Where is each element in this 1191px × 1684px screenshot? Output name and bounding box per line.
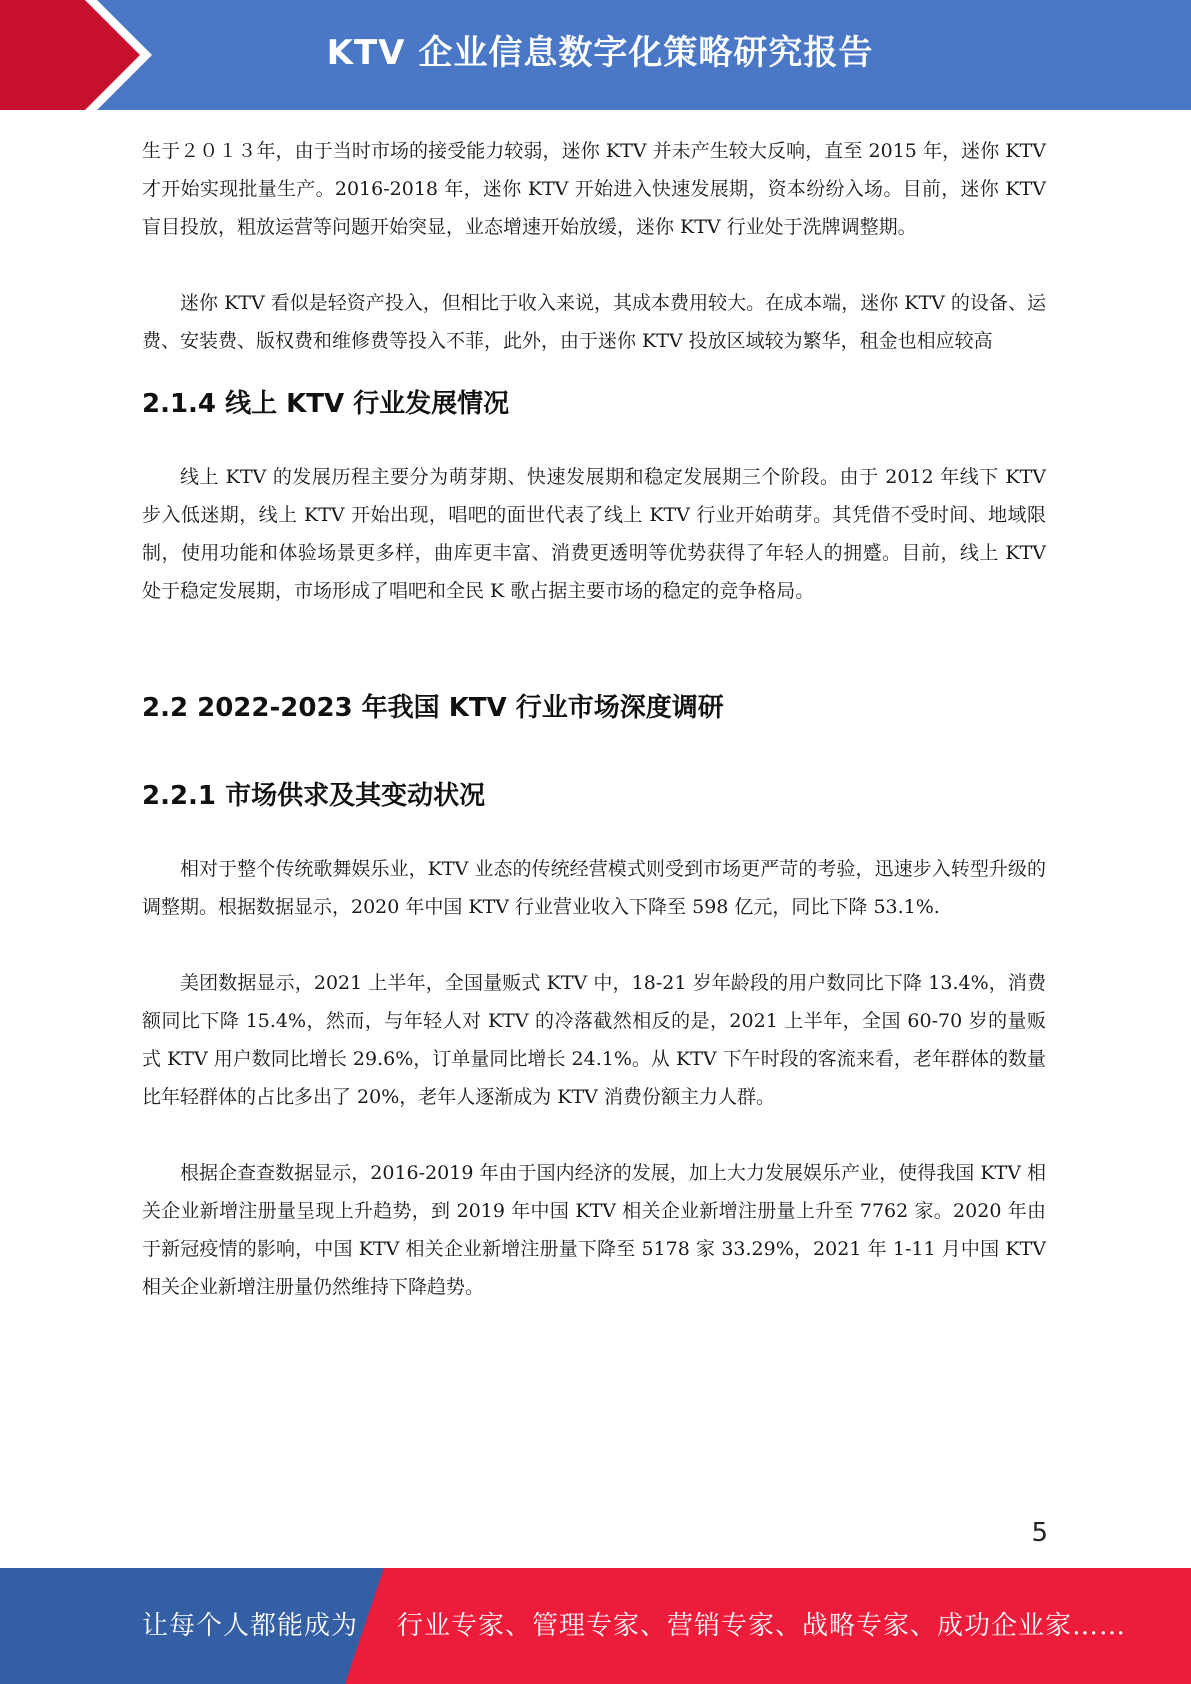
section-heading-2-2-1: 2.2.1 市场供求及其变动状况 — [142, 781, 486, 811]
page-content — [142, 132, 1046, 1306]
section-heading-2-2: 2.2 2022-2023 年我国 KTV 行业市场深度调研 — [142, 693, 724, 723]
footer-slogan-left: 让每个人都能成为 — [142, 1611, 359, 1641]
report-title: KTV 企业信息数字化策略研究报告 — [326, 33, 874, 73]
paragraph-meituan-data: 美团数据显示，2021 上半年，全国量贩式 KTV 中，18-21 岁年龄段的用户数同比下降 13.4%，消费额同比下降 15.4%，然而，与年轻人对 KTV 的冷落截然相反的是，2021 上半年，全国 60-70 岁的量贩式 KTV 用户数同比增长 29.6%，订单量同比增长 24.1%。从 KTV 下午时段的客流来看，老年群体的数量比年轻群体的占比多出了 20%，老年人逐渐成为 KTV 消费份额主力人群。 — [142, 972, 1046, 1108]
section-heading-2-1-4: 2.1.4 线上 KTV 行业发展情况 — [142, 389, 510, 419]
page-header — [0, 0, 1191, 110]
paragraph-mini-ktv-history: 生于２０１３年，由于当时市场的接受能力较弱，迷你 KTV 并未产生较大反响，直至 2015 年，迷你 KTV 才开始实现批量生产。2016-2018 年，迷你 KTV 开始进入快速发展期，资本纷纷入场。目前，迷你 KTV 盲目投放，粗放运营等问题开始突显，业态增速开始放缓，迷你 KTV 行业处于洗牌调整期。 — [142, 140, 1046, 238]
paragraph-qichacha-data: 根据企查查数据显示，2016-2019 年由于国内经济的发展，加上大力发展娱乐产业，使得我国 KTV 相关企业新增注册量呈现上升趋势，到 2019 年中国 KTV 相关企业新增注册量上升至 7762 家。2020 年由于新冠疫情的影响，中国 KTV 相关企业新增注册量下降至 5178 家 33.29%，2021 年 1-11 月中国 KTV 相关企业新增注册量仍然维持下降趋势。 — [142, 1162, 1046, 1298]
paragraph-mini-ktv-cost: 迷你 KTV 看似是轻资产投入，但相比于收入来说，其成本费用较大。在成本端，迷你 KTV 的设备、运费、安装费、版权费和维修费等投入不菲，此外，由于迷你 KTV 投放区域较为繁华，租金也相应较高 — [142, 292, 1046, 352]
page-number: 5 — [1031, 1518, 1048, 1548]
page-footer — [0, 1568, 1191, 1684]
footer-slogan-right: 行业专家、管理专家、营销专家、战略专家、成功企业家…… — [397, 1611, 1127, 1641]
paragraph-market-revenue: 相对于整个传统歌舞娱乐业，KTV 业态的传统经营模式则受到市场更严苛的考验，迅速步入转型升级的调整期。根据数据显示，2020 年中国 KTV 行业营业收入下降至 598 亿元，同比下降 53.1%. — [142, 858, 1046, 918]
paragraph-online-ktv: 线上 KTV 的发展历程主要分为萌芽期、快速发展期和稳定发展期三个阶段。由于 2012 年线下 KTV 步入低迷期，线上 KTV 开始出现，唱吧的面世代表了线上 KTV 行业开始萌芽。其凭借不受时间、地域限制，使用功能和体验场景更多样，曲库更丰富、消费更透明等优势获得了年轻人的拥蹙。目前，线上 KTV 处于稳定发展期，市场形成了唱吧和全民 K 歌占据主要市场的稳定的竞争格局。 — [142, 466, 1046, 602]
header-chevron-arrow — [0, 0, 140, 110]
